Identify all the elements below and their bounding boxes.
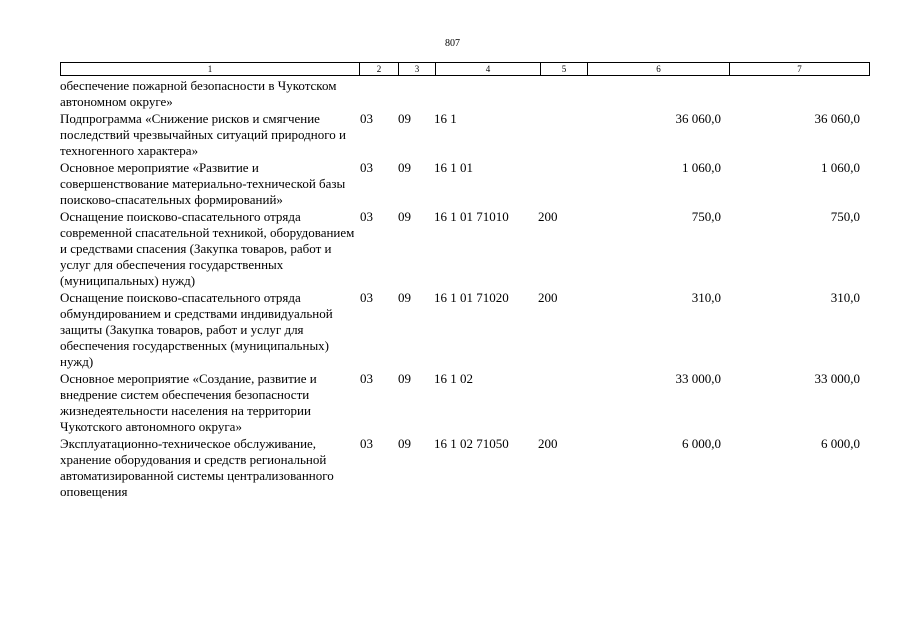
row-target-article-code: 16 1 01 71020 bbox=[434, 290, 509, 305]
row-amount-col7: 36 060,0 bbox=[814, 111, 860, 126]
row-amount-col6: 750,0 bbox=[691, 209, 721, 224]
row-target-article-code: 16 1 bbox=[434, 111, 457, 126]
row-subsection-code: 09 bbox=[398, 160, 411, 175]
row-amount-col7: 310,0 bbox=[830, 290, 860, 305]
row-section-code: 03 bbox=[360, 209, 373, 224]
row-expense-type-code bbox=[536, 78, 582, 111]
row-name-cell: Оснащение поисково-спасательного отряда современной спасательной техникой, оборудованием и средствами спасения (Закупка товаров, работ и услуг для обеспечения государственных (муниципальных) нужд) bbox=[60, 209, 355, 288]
column-header-4: 4 bbox=[436, 63, 541, 76]
row-amount-col7: 750,0 bbox=[830, 209, 860, 224]
table-row bbox=[60, 111, 862, 160]
row-expense-type-code: 200 bbox=[538, 209, 558, 224]
row-amount-col6: 1 060,0 bbox=[682, 160, 721, 175]
row-expense-type-code: 200 bbox=[538, 290, 558, 305]
table-row bbox=[60, 371, 862, 436]
row-target-article-code: 16 1 01 71010 bbox=[434, 209, 509, 224]
column-header-7: 7 bbox=[730, 63, 870, 76]
row-expense-type-code: 200 bbox=[538, 436, 558, 451]
row-expense-type-code bbox=[536, 111, 582, 160]
row-amount-col7: 6 000,0 bbox=[821, 436, 860, 451]
row-amount-col7: 1 060,0 bbox=[821, 160, 860, 175]
budget-table bbox=[60, 78, 862, 501]
table-row bbox=[60, 78, 862, 111]
row-amount-col6: 6 000,0 bbox=[682, 436, 721, 451]
row-target-article-code: 16 1 02 71050 bbox=[434, 436, 509, 451]
table-row bbox=[60, 290, 862, 371]
row-subsection-code: 09 bbox=[398, 436, 411, 451]
row-subsection-code: 09 bbox=[398, 111, 411, 126]
column-header-3: 3 bbox=[399, 63, 436, 76]
row-target-article-code: 16 1 01 bbox=[434, 160, 473, 175]
row-name-cell: Эксплуатационно-техническое обслуживание, хранение оборудования и средств региональной автоматизированной системы централизованного оповещения bbox=[60, 436, 334, 499]
column-header-6: 6 bbox=[588, 63, 730, 76]
column-header-5: 5 bbox=[541, 63, 588, 76]
row-section-code: 03 bbox=[360, 111, 373, 126]
row-name-cell: Основное мероприятие «Создание, развитие и внедрение систем обеспечения безопасности жизнедеятельности населения на территории Чукотского автономного округа» bbox=[60, 371, 317, 434]
row-amount-col7: 33 000,0 bbox=[814, 371, 860, 386]
row-section-code: 03 bbox=[360, 371, 373, 386]
row-amount-col7 bbox=[723, 78, 862, 111]
row-section-code: 03 bbox=[360, 160, 373, 175]
row-target-article-code: 16 1 02 bbox=[434, 371, 473, 386]
page-number: 807 bbox=[445, 38, 460, 49]
row-subsection-code: 09 bbox=[398, 290, 411, 305]
budget-table-body bbox=[60, 78, 862, 501]
table-row bbox=[60, 160, 862, 209]
column-header-2: 2 bbox=[360, 63, 399, 76]
row-section-code: 03 bbox=[360, 290, 373, 305]
row-name-cell: Подпрограмма «Снижение рисков и смягчение последствий чрезвычайных ситуаций природного и техногенного характера» bbox=[60, 111, 346, 158]
row-amount-col6: 310,0 bbox=[691, 290, 721, 305]
row-expense-type-code bbox=[536, 160, 582, 209]
row-section-code bbox=[358, 78, 396, 111]
row-subsection-code: 09 bbox=[398, 209, 411, 224]
row-section-code: 03 bbox=[360, 436, 373, 451]
row-name-cell: Оснащение поисково-спасательного отряда обмундированием и средствами индивидуальной защиты (Закупка товаров, работ и услуг для обеспечения государственных (муниципальных) нужд) bbox=[60, 290, 333, 369]
row-target-article-code bbox=[432, 78, 536, 111]
row-amount-col6: 33 000,0 bbox=[675, 371, 721, 386]
row-expense-type-code bbox=[536, 371, 582, 436]
column-number-header bbox=[60, 62, 870, 76]
table-row bbox=[60, 436, 862, 501]
row-subsection-code: 09 bbox=[398, 371, 411, 386]
row-amount-col6 bbox=[582, 78, 723, 111]
table-row bbox=[60, 209, 862, 290]
column-header-1: 1 bbox=[61, 63, 360, 76]
row-subsection-code bbox=[396, 78, 432, 111]
row-amount-col6: 36 060,0 bbox=[675, 111, 721, 126]
row-name-cell: обеспечение пожарной безопасности в Чукотском автономном округе» bbox=[60, 78, 337, 109]
row-name-cell: Основное мероприятие «Развитие и совершенствование материально-технической базы поисково-спасательных формирований» bbox=[60, 160, 346, 207]
